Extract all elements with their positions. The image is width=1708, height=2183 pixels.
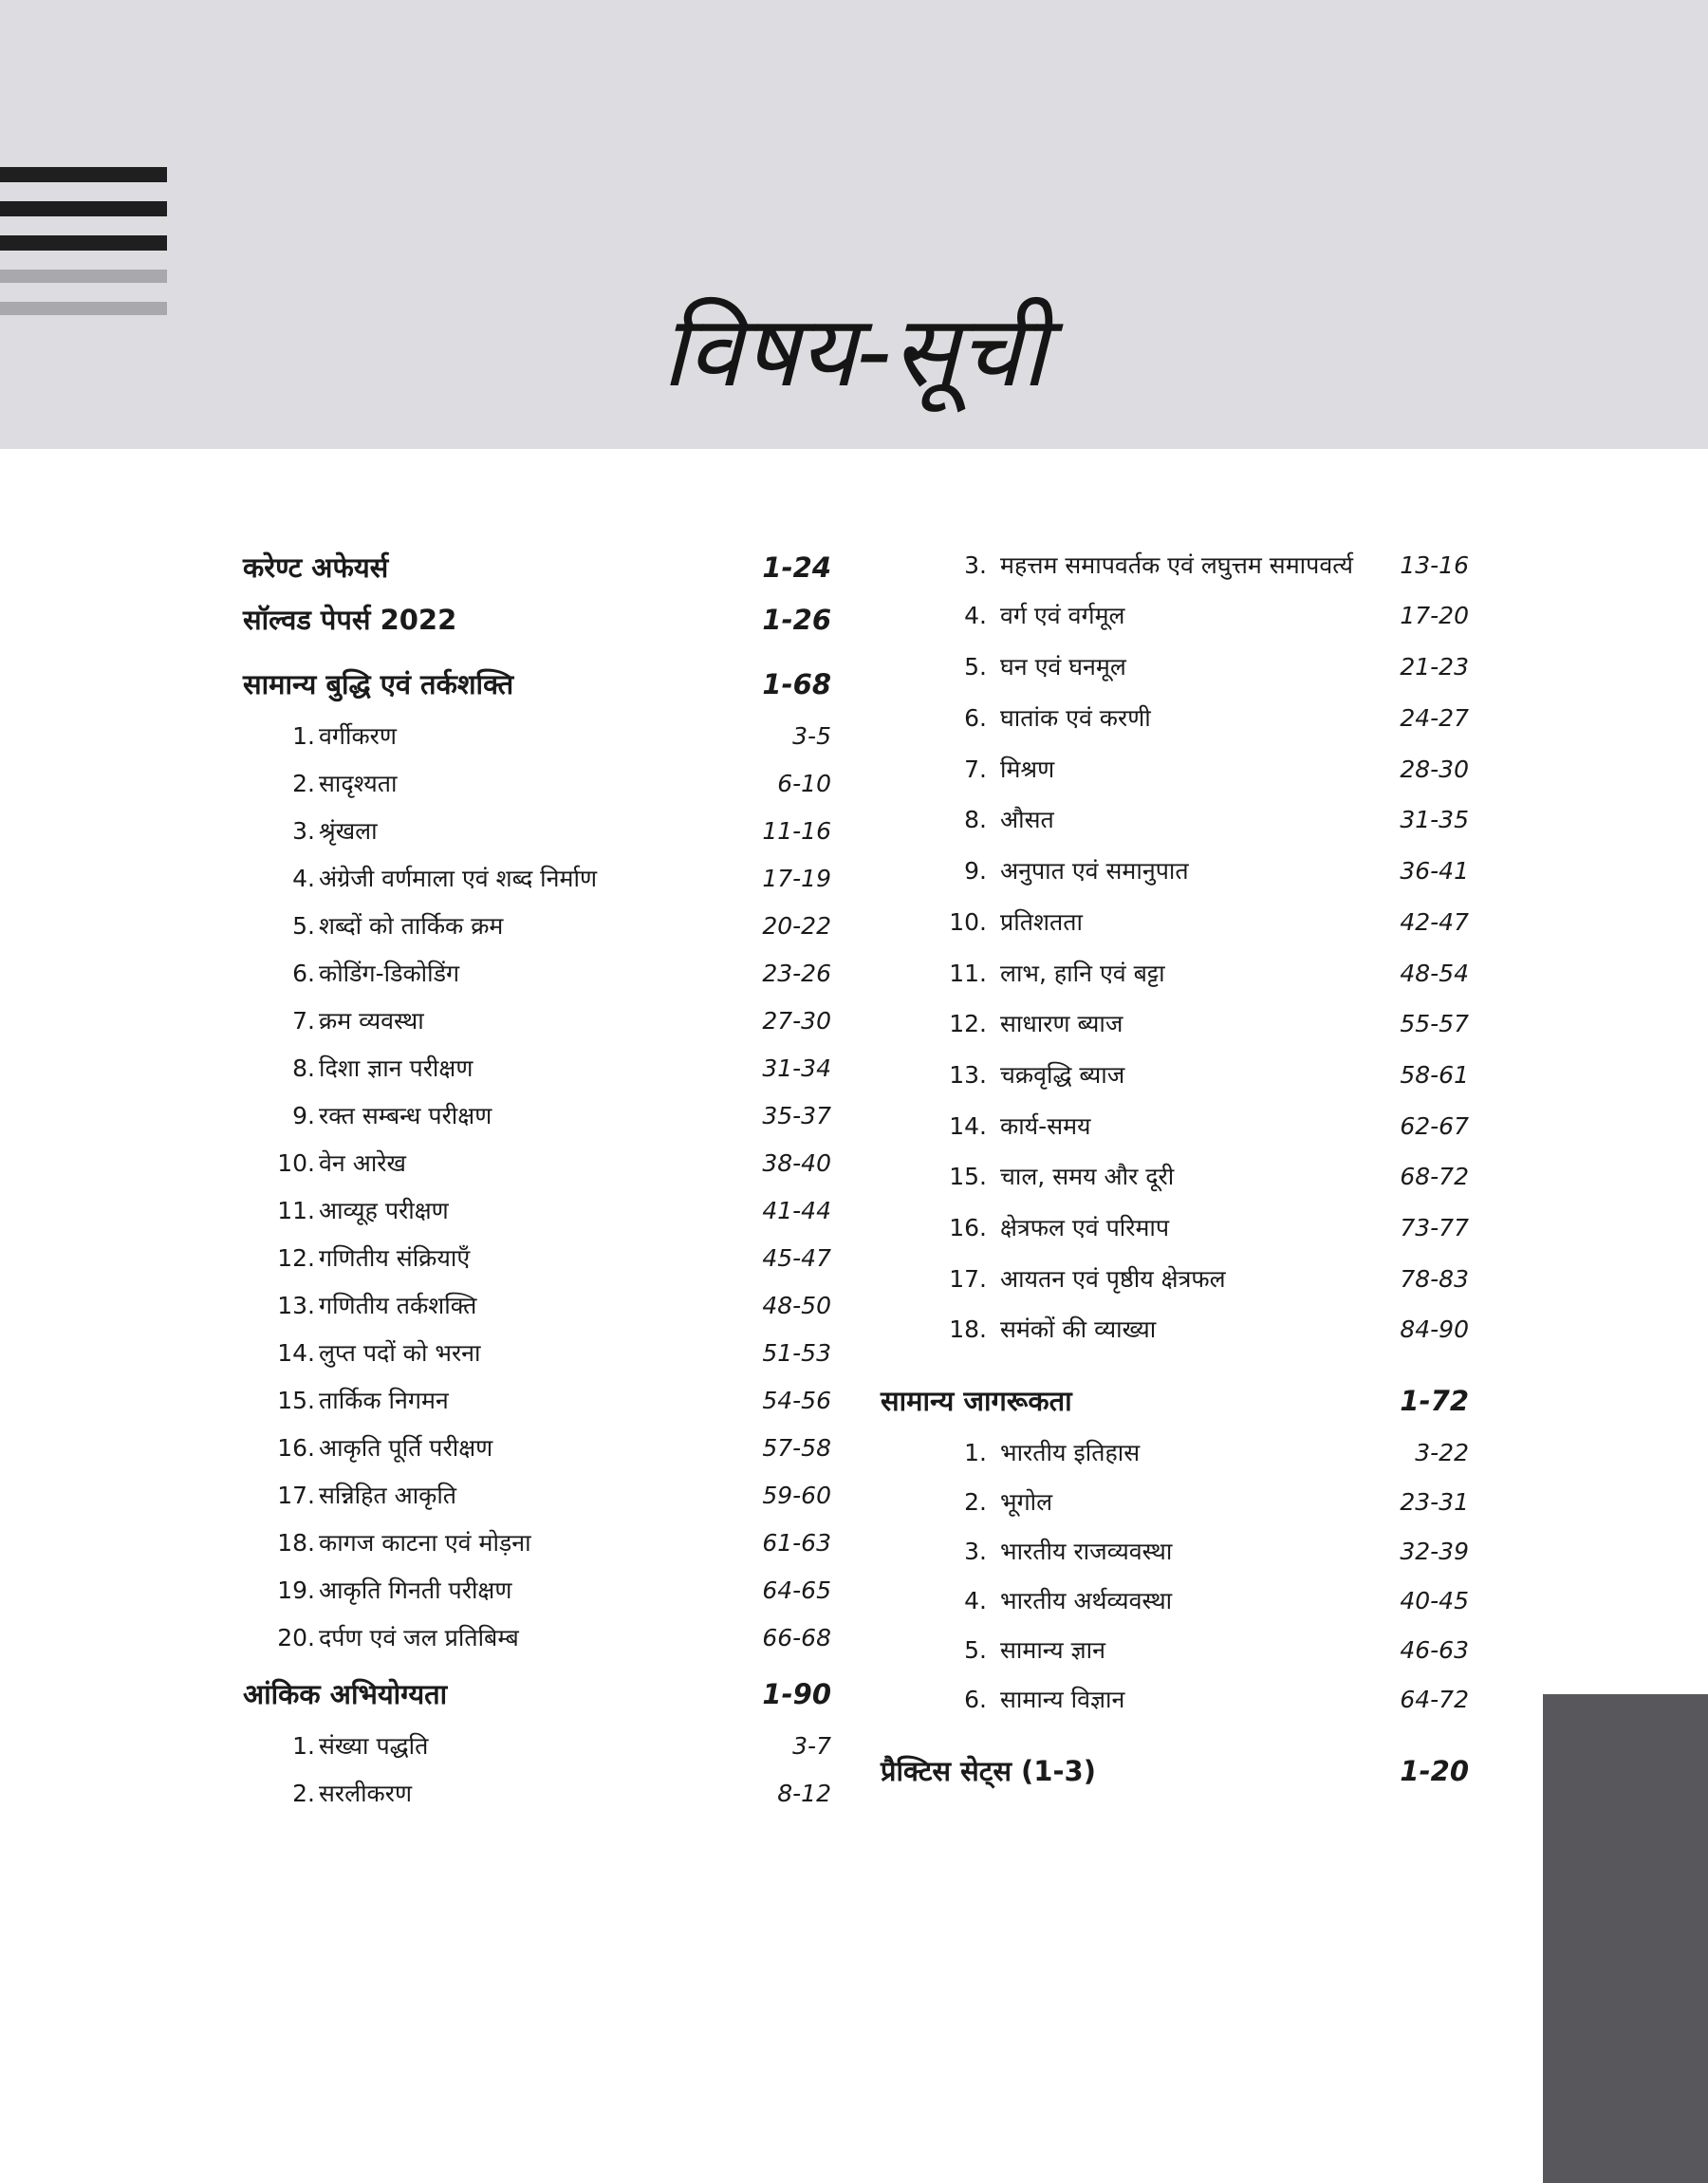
toc-page-range: 48-50 [762, 1292, 831, 1319]
toc-item [243, 1774, 831, 1814]
toc-item-number: 10. [949, 908, 987, 936]
toc-item-number: 8. [964, 806, 987, 833]
toc-section [243, 548, 831, 588]
toc-item-number: 5. [964, 1636, 987, 1664]
toc-page-range: 3-5 [792, 722, 831, 750]
toc-page-range: 31-34 [762, 1054, 831, 1082]
header-band [0, 0, 1708, 449]
toc-page-range: 3-22 [1415, 1439, 1469, 1466]
toc-item [243, 1334, 831, 1373]
toc-page-range: 13-16 [1400, 551, 1469, 579]
toc-item-number: 13. [277, 1292, 315, 1319]
toc-page-range: 27-30 [762, 1007, 831, 1035]
toc-item-label: गणितीय संक्रियाएँ [319, 1244, 471, 1272]
toc-item-number: 16. [277, 1434, 315, 1462]
toc-page-range: 66-68 [762, 1624, 831, 1651]
toc-item [881, 1004, 1469, 1044]
toc-item [243, 1144, 831, 1184]
toc-item-label: प्रतिशतता [1000, 908, 1083, 936]
toc-item-label: आकृति पूर्ति परीक्षण [319, 1434, 493, 1462]
toc-item-label: आयतन एवं पृष्ठीय क्षेत्रफल [1000, 1265, 1226, 1293]
toc-section [243, 1674, 831, 1714]
toc-item-label: सामान्य ज्ञान [1000, 1636, 1105, 1664]
toc-item [243, 1239, 831, 1278]
toc-item-number: 3. [964, 1538, 987, 1565]
toc-item-number: 2. [964, 1488, 987, 1516]
toc-item-label: श्रृंखला [319, 817, 378, 845]
toc-item-label: सन्निहित आकृति [319, 1482, 457, 1509]
toc-page-range: 35-37 [762, 1102, 831, 1129]
toc-page-range: 21-23 [1400, 653, 1469, 681]
toc-page-range: 38-40 [762, 1149, 831, 1177]
toc-page-range: 24-27 [1400, 704, 1469, 732]
toc-item-number: 14. [277, 1339, 315, 1367]
toc-page-range: 1-68 [762, 668, 831, 700]
toc-item [881, 954, 1469, 994]
toc-page-range: 48-54 [1400, 960, 1469, 987]
toc-item [243, 1523, 831, 1563]
toc-item [881, 800, 1469, 840]
toc-item-number: 12. [949, 1010, 987, 1037]
toc-item [881, 699, 1469, 738]
toc-item-number: 19. [277, 1577, 315, 1604]
toc-item-label: अंग्रेजी वर्णमाला एवं शब्द निर्माण [319, 865, 598, 892]
toc-section-title: सामान्य बुद्धि एवं तर्कशक्ति [243, 668, 514, 700]
toc-item-number: 3. [292, 817, 315, 845]
toc-item-label: कोडिंग-डिकोडिंग [319, 960, 460, 987]
toc-item-number: 6. [964, 704, 987, 732]
toc-section [881, 1751, 1469, 1791]
toc-item [881, 1208, 1469, 1248]
toc-item [881, 1532, 1469, 1572]
toc-page-range: 54-56 [762, 1387, 831, 1414]
toc-item-label: औसत [1000, 806, 1054, 833]
toc-item-number: 7. [292, 1007, 315, 1035]
toc-item [881, 596, 1469, 636]
toc-item-number: 5. [964, 653, 987, 681]
toc-section-title: सॉल्वड पेपर्स 2022 [243, 604, 457, 636]
toc-item-label: वेन आरेख [319, 1149, 406, 1177]
toc-item-label: शब्दों को तार्किक क्रम [319, 912, 504, 940]
toc-page-range: 73-77 [1400, 1214, 1469, 1241]
toc-page-range: 32-39 [1400, 1538, 1469, 1565]
toc-item-number: 14. [949, 1112, 987, 1140]
toc-item-label: कार्य-समय [1000, 1112, 1091, 1140]
toc-page-range: 55-57 [1400, 1010, 1469, 1037]
toc-page-range: 11-16 [762, 817, 831, 845]
toc-page-range: 45-47 [762, 1244, 831, 1272]
toc-item-label: क्रम व्यवस्था [319, 1007, 424, 1035]
toc-item-number: 10. [277, 1149, 315, 1177]
toc-item [881, 647, 1469, 687]
toc-item-number: 1. [964, 1439, 987, 1466]
toc-item-number: 11. [949, 960, 987, 987]
toc-item-label: दर्पण एवं जल प्रतिबिम्ब [319, 1624, 519, 1651]
toc-item [243, 906, 831, 946]
toc-item [243, 1726, 831, 1766]
side-tab [1543, 1694, 1708, 2183]
toc-item-number: 4. [292, 865, 315, 892]
toc-item [243, 1286, 831, 1326]
toc-section [243, 600, 831, 640]
toc-page-range: 57-58 [762, 1434, 831, 1462]
toc-item-label: कागज काटना एवं मोड़ना [319, 1529, 531, 1557]
toc-item-number: 6. [292, 960, 315, 987]
toc-page-range: 61-63 [762, 1529, 831, 1557]
toc-section-title: प्रैक्टिस सेट्स (1-3) [881, 1755, 1096, 1787]
toc-item [243, 1001, 831, 1041]
toc-page-range: 8-12 [777, 1780, 831, 1807]
toc-item-label: चक्रवृद्धि ब्याज [1000, 1061, 1125, 1089]
toc-page-range: 31-35 [1400, 806, 1469, 833]
toc-item-number: 3. [964, 551, 987, 579]
toc-item [243, 1049, 831, 1089]
toc-item-number: 1. [292, 722, 315, 750]
toc-item [881, 1310, 1469, 1350]
toc-page-range: 17-19 [762, 865, 831, 892]
toc-item-label: वर्ग एवं वर्गमूल [1000, 602, 1125, 629]
toc-item [243, 954, 831, 994]
toc-page-range: 64-65 [762, 1577, 831, 1604]
toc-item [881, 1680, 1469, 1720]
toc-page-range: 1-20 [1400, 1755, 1469, 1787]
toc-item-label: तार्किक निगमन [319, 1387, 449, 1414]
toc-item [243, 1618, 831, 1658]
toc-item-number: 17. [949, 1265, 987, 1293]
toc-item-number: 15. [277, 1387, 315, 1414]
toc-item [881, 1259, 1469, 1299]
toc-item-label: मिश्रण [1000, 756, 1055, 783]
page-title: विषय-सूची [661, 293, 1047, 409]
toc-item [881, 903, 1469, 942]
toc-item-number: 6. [964, 1686, 987, 1713]
toc-page-range: 3-7 [792, 1732, 831, 1760]
toc-item-label: क्षेत्रफल एवं परिमाप [1000, 1214, 1170, 1241]
toc-page-range: 23-26 [762, 960, 831, 987]
toc-item-label: चाल, समय और दूरी [1000, 1163, 1175, 1190]
toc-page-range: 41-44 [762, 1197, 831, 1224]
toc-item-label: लुप्त पदों को भरना [319, 1339, 481, 1367]
toc-item-label: महत्तम समापवर्तक एवं लघुत्तम समापवर्त्य [1000, 551, 1353, 579]
toc-item-label: आव्यूह परीक्षण [319, 1197, 449, 1224]
toc-item-label: सादृश्यता [319, 770, 398, 797]
toc-item [243, 1381, 831, 1421]
decorative-stripe [0, 235, 167, 251]
toc-item-label: साधारण ब्याज [1000, 1010, 1123, 1037]
toc-item-number: 2. [292, 770, 315, 797]
toc-section [881, 1381, 1469, 1421]
toc-item-label: भारतीय राजव्यवस्था [1000, 1538, 1173, 1565]
toc-page-range: 42-47 [1400, 908, 1469, 936]
toc-item-number: 4. [964, 1587, 987, 1614]
toc-item-number: 1. [292, 1732, 315, 1760]
toc-item-label: समंकों की व्याख्या [1000, 1315, 1157, 1343]
toc-item-number: 7. [964, 756, 987, 783]
toc-section-title: करेण्ट अफेयर्स [243, 551, 389, 584]
toc-item-number: 11. [277, 1197, 315, 1224]
toc-item-label: आकृति गिनती परीक्षण [319, 1577, 512, 1604]
toc-item [243, 1476, 831, 1516]
toc-page-range: 23-31 [1400, 1488, 1469, 1516]
decorative-stripe [0, 270, 167, 283]
toc-item-number: 13. [949, 1061, 987, 1089]
toc-item-number: 9. [292, 1102, 315, 1129]
toc-item [881, 750, 1469, 790]
toc-item-number: 18. [277, 1529, 315, 1557]
toc-page-range: 58-61 [1400, 1061, 1469, 1089]
decorative-stripe [0, 167, 167, 182]
toc-item [881, 1483, 1469, 1522]
toc-item [881, 1157, 1469, 1197]
toc-page-range: 78-83 [1400, 1265, 1469, 1293]
toc-item-label: भारतीय अर्थव्यवस्था [1000, 1587, 1173, 1614]
toc-page-range: 6-10 [777, 770, 831, 797]
toc-page-range: 68-72 [1400, 1163, 1469, 1190]
toc-item-number: 15. [949, 1163, 987, 1190]
toc-section-title: आंकिक अभियोग्यता [243, 1678, 448, 1710]
toc-item [243, 859, 831, 899]
toc-item [881, 1107, 1469, 1147]
toc-item-label: संख्या पद्धति [319, 1732, 429, 1760]
toc-page-range: 62-67 [1400, 1112, 1469, 1140]
toc-item-number: 18. [949, 1315, 987, 1343]
toc-item-number: 12. [277, 1244, 315, 1272]
toc-page-range: 36-41 [1400, 857, 1469, 885]
toc-page-range: 46-63 [1400, 1636, 1469, 1664]
toc-item [881, 546, 1469, 586]
toc-item-label: रक्त सम्बन्ध परीक्षण [319, 1102, 492, 1129]
toc-item [881, 1581, 1469, 1621]
toc-page-range: 28-30 [1400, 756, 1469, 783]
toc-page-range: 40-45 [1400, 1587, 1469, 1614]
toc-item-number: 2. [292, 1780, 315, 1807]
toc-item-label: वर्गीकरण [319, 722, 397, 750]
toc-item [243, 1571, 831, 1611]
toc-item-number: 17. [277, 1482, 315, 1509]
toc-section-title: सामान्य जागरूकता [881, 1385, 1072, 1417]
toc-item [243, 1191, 831, 1231]
toc-page-range: 1-26 [762, 604, 831, 636]
decorative-stripe [0, 201, 167, 216]
toc-item [243, 717, 831, 756]
toc-page-range: 20-22 [762, 912, 831, 940]
toc-item-label: दिशा ज्ञान परीक्षण [319, 1054, 473, 1082]
toc-item [881, 851, 1469, 891]
toc-item-label: भारतीय इतिहास [1000, 1439, 1141, 1466]
toc-item [243, 1096, 831, 1136]
toc-item-label: सामान्य विज्ञान [1000, 1686, 1125, 1713]
toc-item-label: घन एवं घनमूल [1000, 653, 1126, 681]
toc-page-range: 64-72 [1400, 1686, 1469, 1713]
toc-item-label: अनुपात एवं समानुपात [1000, 857, 1189, 885]
toc-item [881, 1433, 1469, 1473]
toc-page-range: 84-90 [1400, 1315, 1469, 1343]
toc-item [243, 812, 831, 851]
toc-item-label: सरलीकरण [319, 1780, 413, 1807]
toc-item [881, 1631, 1469, 1670]
toc-item-number: 8. [292, 1054, 315, 1082]
toc-item [243, 764, 831, 804]
toc-page-range: 1-72 [1400, 1385, 1469, 1417]
toc-item-label: भूगोल [1000, 1488, 1053, 1516]
toc-item-number: 4. [964, 602, 987, 629]
toc-item-number: 16. [949, 1214, 987, 1241]
toc-item [881, 1055, 1469, 1095]
toc-item [243, 1428, 831, 1468]
toc-item-label: लाभ, हानि एवं बट्टा [1000, 960, 1165, 987]
toc-item-number: 20. [277, 1624, 315, 1651]
toc-page-range: 59-60 [762, 1482, 831, 1509]
toc-item-number: 5. [292, 912, 315, 940]
toc-section [243, 664, 831, 704]
toc-page-range: 51-53 [762, 1339, 831, 1367]
toc-item-label: गणितीय तर्कशक्ति [319, 1292, 477, 1319]
toc-item-label: घातांक एवं करणी [1000, 704, 1151, 732]
toc-item-number: 9. [964, 857, 987, 885]
toc-page-range: 17-20 [1400, 602, 1469, 629]
toc-page-range: 1-90 [762, 1678, 831, 1710]
toc-page-range: 1-24 [762, 551, 831, 584]
